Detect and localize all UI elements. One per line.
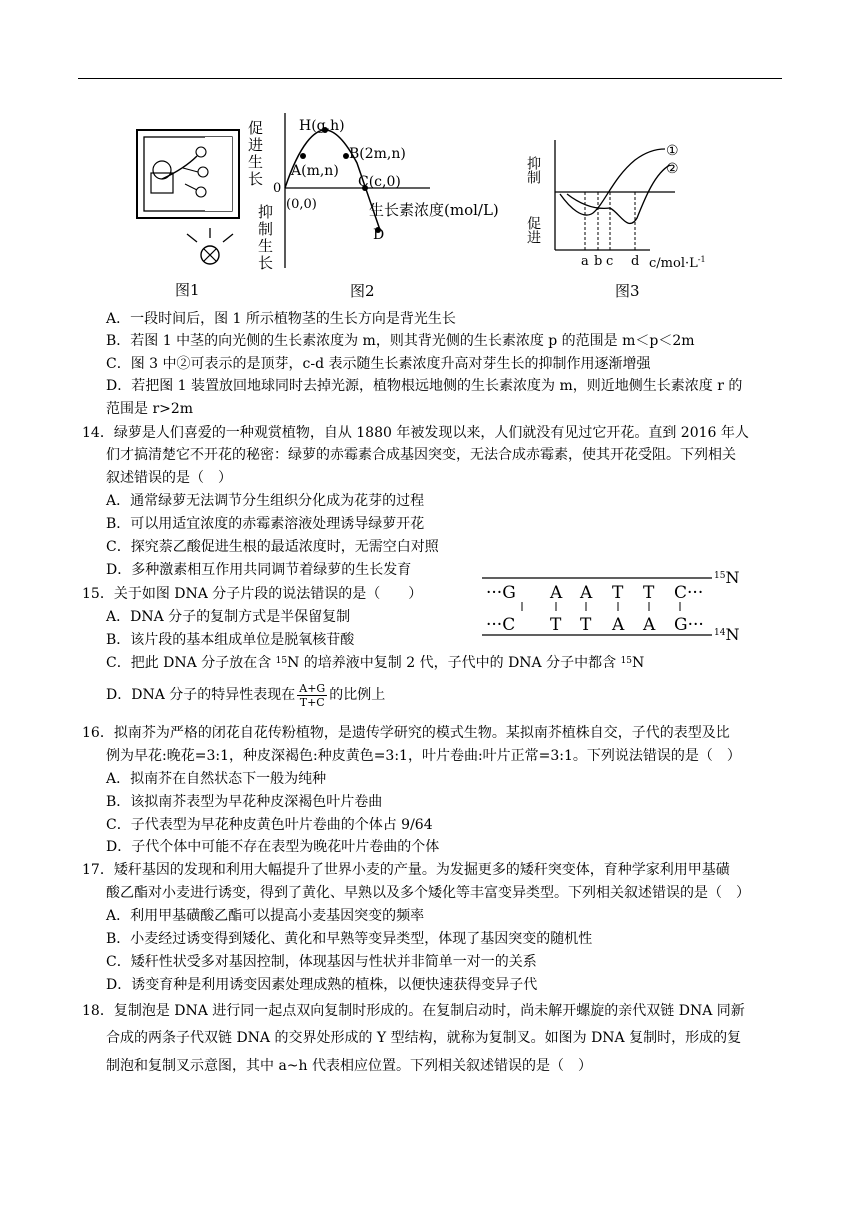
branches	[183, 168, 198, 190]
fig1-caption: 图1	[175, 281, 200, 299]
figure-1	[135, 128, 247, 303]
curve-1	[560, 149, 665, 215]
q15-option-a: A．DNA 分子的复制方式是半保留复制	[106, 609, 351, 625]
tick-b: b	[594, 254, 603, 269]
q14-stem-3: 叙述错误的是（ ）	[106, 470, 232, 486]
base-top-5: T	[643, 583, 655, 603]
base-bottom-2: T	[550, 615, 562, 635]
q15-option-c: C．把此 DNA 分子放在含 $^{15}$N 的培养液中复制 2 代，子代中的 DNA 分子中都含 $^{15}$N	[106, 655, 645, 671]
label-H: H(g,h)	[299, 118, 345, 134]
q13-option-a: A．一段时间后，图 1 所示植物茎的生长方向是背光生长	[106, 311, 456, 327]
tick-a: a	[581, 254, 589, 269]
q18-stem-2: 合成的两条子代双链 DNA 的交界处形成的 Y 型结构，就称为复制叉。如图为 DNA 复制时，形成的复	[106, 1030, 742, 1046]
q16-option-c: C．子代表型为早花种皮黄色叶片卷曲的个体占 9/64	[106, 817, 433, 833]
y-label-promote: 促进	[525, 216, 541, 244]
stem	[162, 156, 197, 179]
base-top-6: C···	[674, 583, 704, 603]
tick-d: d	[631, 254, 640, 269]
q17-stem-1: 17．矮秆基因的发现和利用大幅提升了世界小麦的产量。为发掘更多的矮秆突变体，育种学家利用甲基磺	[82, 862, 730, 878]
label-B: B(2m,n)	[349, 146, 406, 162]
q14-option-a: A．通常绿萝无法调节分生组织分化成为花芽的过程	[106, 493, 425, 509]
base-bottom-4: A	[612, 615, 625, 635]
figure-3	[525, 138, 735, 303]
label-origin: (0,0)	[286, 197, 317, 212]
x-axis-label: 生长素浓度(mol/L)	[369, 201, 499, 219]
q14-stem-1: 14．绿萝是人们喜爱的一种观赏植物，自从 1880 年被发现以来，人们就没有见过它开花。直到 2016 年人	[82, 425, 749, 441]
base-top-4: T	[612, 583, 624, 603]
q16-stem-1: 16．拟南芥为严格的闭花自花传粉植物，是遗传学研究的模式生物。某拟南芥植株自交，子代的表型及比	[82, 725, 730, 741]
q17-option-d: D．诱变育种是利用诱变因素处理成熟的植株，以便快速获得变异子代	[106, 977, 538, 993]
q15-option-b: B．该片段的基本组成单位是脱氧核苷酸	[106, 632, 355, 648]
base-bottom-3: T	[580, 615, 592, 635]
fig2-caption: 图2	[350, 282, 375, 300]
q17-option-c: C．矮秆性状受多对基因控制，体现基因与性状并非简单一对一的关系	[106, 954, 537, 970]
tick-c: c	[606, 254, 614, 269]
q15-option-d: D．DNA 分子的特异性表现在 $\frac{A+G}{T+C}$ 的比例上	[106, 681, 386, 709]
dna-figure	[482, 565, 752, 650]
q14-option-c: C．探究萘乙酸促进生根的最适浓度时，无需空白对照	[106, 539, 439, 555]
bulb-cross	[204, 249, 216, 261]
q13-option-b: B．若图 1 中茎的向光侧的生长素浓度为 m，则其背光侧的生长素浓度 p 的范围是 m＜p＜2m	[106, 333, 695, 349]
flower-bottom	[196, 187, 206, 197]
y-label-inhibit: 抑制生长	[256, 204, 274, 272]
q16-option-d: D．子代个体中可能不存在表型为晚花叶片卷曲的个体	[106, 839, 440, 855]
q13-option-d: D．若把图 1 装置放回地球同时去掉光源，植物根远地侧的生长素浓度为 m，则近地侧生长素浓度 r 的	[106, 378, 743, 394]
q14-option-d: D．多种激素相互作用共同调节着绿萝的生长发育	[106, 562, 412, 578]
curve-1-label: ①	[666, 143, 679, 159]
base-bottom-6: G···	[674, 615, 704, 635]
box-opening	[205, 137, 232, 211]
ratio-fraction: $\frac{A+G}{T+C}$	[299, 681, 326, 709]
base-bottom-1: ···C	[486, 615, 516, 635]
base-top-3: A	[580, 583, 593, 603]
q16-option-b: B．该拟南芥表型为早花种皮深褐色叶片卷曲	[106, 794, 383, 810]
q14-option-b: B．可以用适宜浓度的赤霉素溶液处理诱导绿萝开花	[106, 516, 425, 532]
q15-stem: 15．关于如图 DNA 分子片段的说法错误的是（ ）	[82, 586, 423, 602]
q18-stem-3: 制泡和复制叉示意图，其中 a~h 代表相应位置。下列相关叙述错误的是（ ）	[106, 1058, 592, 1074]
top-strand-label: $^{15}$N	[714, 568, 740, 587]
label-zero: 0	[273, 181, 282, 196]
bottom-strand-label: $^{14}$N	[714, 625, 740, 644]
point-A	[300, 153, 306, 159]
q13-option-c: C．图 3 中②可表示的是顶芽，c-d 表示随生长素浓度升高对芽生长的抑制作用逐渐增强	[106, 356, 651, 372]
q17-option-b: B．小麦经过诱变得到矮化、黄化和早熟等变异类型，体现了基因突变的随机性	[106, 931, 593, 947]
light-rays	[187, 228, 233, 242]
label-C: C(c,0)	[358, 174, 401, 190]
label-D: D	[373, 227, 385, 243]
curve-2-label: ②	[666, 161, 679, 177]
q13-option-d-cont: 范围是 r>2m	[106, 401, 194, 417]
x-axis-label: $c/mol\cdot L^{-1}$	[649, 255, 706, 271]
q17-option-a: A．利用甲基磺酸乙酯可以提高小麦基因突变的频率	[106, 908, 425, 924]
figure-2	[245, 108, 530, 303]
q17-stem-2: 酸乙酯对小麦进行诱变，得到了黄化、早熟以及多个矮化等丰富变异类型。下列相关叙述错误的是（ ）	[106, 885, 750, 901]
q16-stem-2: 例为早花:晚花=3:1，种皮深褐色:种皮黄色=3:1，叶片卷曲:叶片正常=3:1。下列说法错误的是（ ）	[106, 748, 741, 764]
header-rule	[78, 78, 782, 79]
q18-stem-1: 18．复制泡是 DNA 进行同一起点双向复制时形成的。在复制启动时，尚未解开螺旋的亲代双链 DNA 同新	[82, 1003, 745, 1019]
y-label-inhibit: 抑制	[525, 156, 541, 184]
base-bottom-5: A	[643, 615, 656, 635]
q14-stem-2: 们才搞清楚它不开花的秘密：绿萝的赤霉素合成基因突变，无法合成赤霉素，使其开花受阻。下列相关	[106, 447, 736, 463]
base-top-2: A	[550, 583, 563, 603]
y-label-promote: 促进生长	[246, 120, 264, 188]
flower-top	[196, 147, 206, 157]
q16-option-a: A．拟南芥在自然状态下一般为纯种	[106, 771, 327, 787]
label-A: A(m,n)	[291, 163, 339, 179]
base-top-1: ···G	[486, 583, 516, 603]
fig3-caption: 图3	[615, 282, 640, 300]
